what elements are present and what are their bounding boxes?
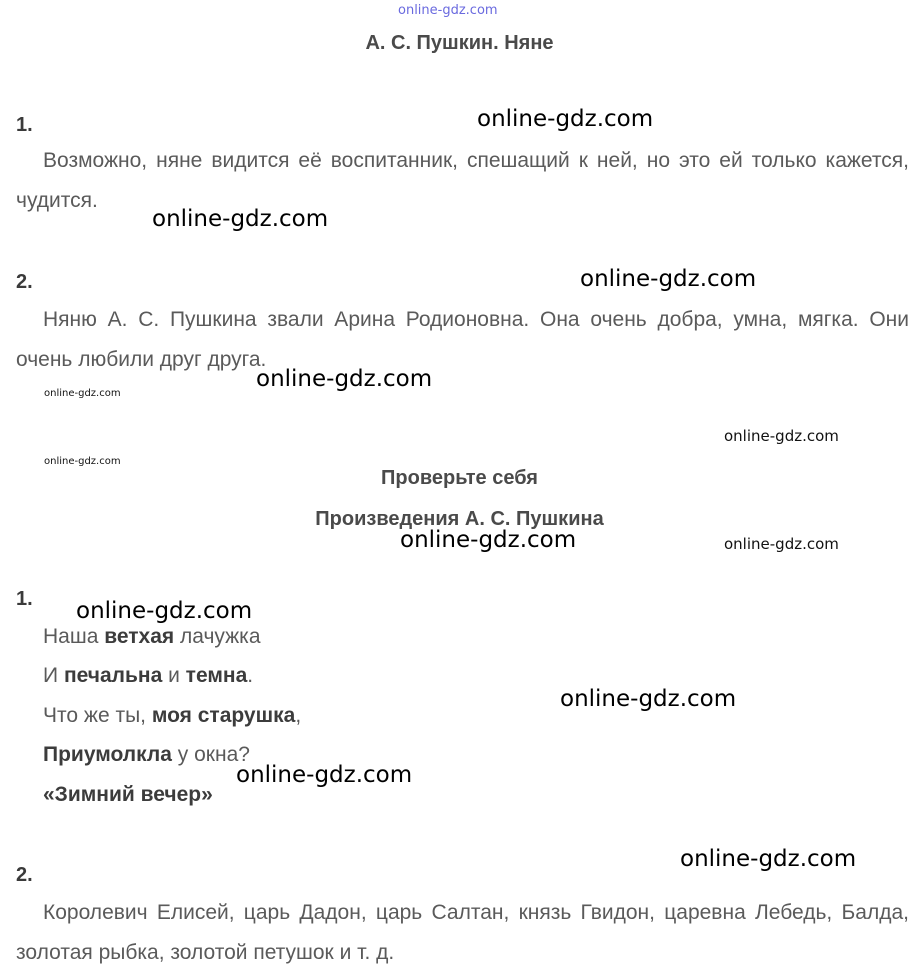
watermark: online-gdz.com (44, 456, 121, 467)
watermark: online-gdz.com (580, 266, 757, 292)
watermark: online-gdz.com (76, 598, 253, 624)
watermark-top: online-gdz.com (398, 3, 498, 18)
watermark: online-gdz.com (256, 366, 433, 392)
watermark: online-gdz.com (236, 762, 413, 788)
watermark: online-gdz.com (477, 106, 654, 132)
poem-line: Приумолкла у окна? (43, 743, 250, 766)
watermark: online-gdz.com (44, 388, 121, 399)
section-title: А. С. Пушкин. Няне (365, 32, 554, 54)
watermark: online-gdz.com (680, 846, 857, 872)
item-number: 1. (16, 114, 33, 136)
item-number: 2. (16, 271, 33, 293)
answer-paragraph: Няню А. С. Пушкина звали Арина Родионовна. Она очень добра, умна, мягка. Они очень любили друг друга. (16, 308, 909, 371)
section-title: Проверьте себя (381, 467, 538, 489)
poem-source: «Зимний вечер» (43, 783, 213, 806)
watermark: online-gdz.com (400, 527, 577, 553)
poem-line: Что же ты, моя старушка, (43, 704, 302, 727)
watermark: online-gdz.com (724, 427, 839, 445)
watermark: online-gdz.com (560, 686, 737, 712)
item-number: 1. (16, 588, 33, 610)
watermark: online-gdz.com (724, 535, 839, 553)
poem-line: И печальна и темна. (43, 664, 254, 687)
section-subtitle: Произведения А. С. Пушкина (315, 508, 604, 530)
poem-line: Наша ветхая лачужка (43, 625, 261, 648)
watermark: online-gdz.com (152, 206, 329, 232)
answer-paragraph: Королевич Елисей, царь Дадон, царь Салтан, князь Гвидон, царевна Лебедь, Балда, золотая рыбка, золотой петушок и т. д. (16, 901, 909, 964)
item-number: 2. (16, 864, 33, 886)
answer-paragraph: Возможно, няне видится её воспитанник, спешащий к ней, но это ей только кажется, чудится. (16, 149, 909, 212)
